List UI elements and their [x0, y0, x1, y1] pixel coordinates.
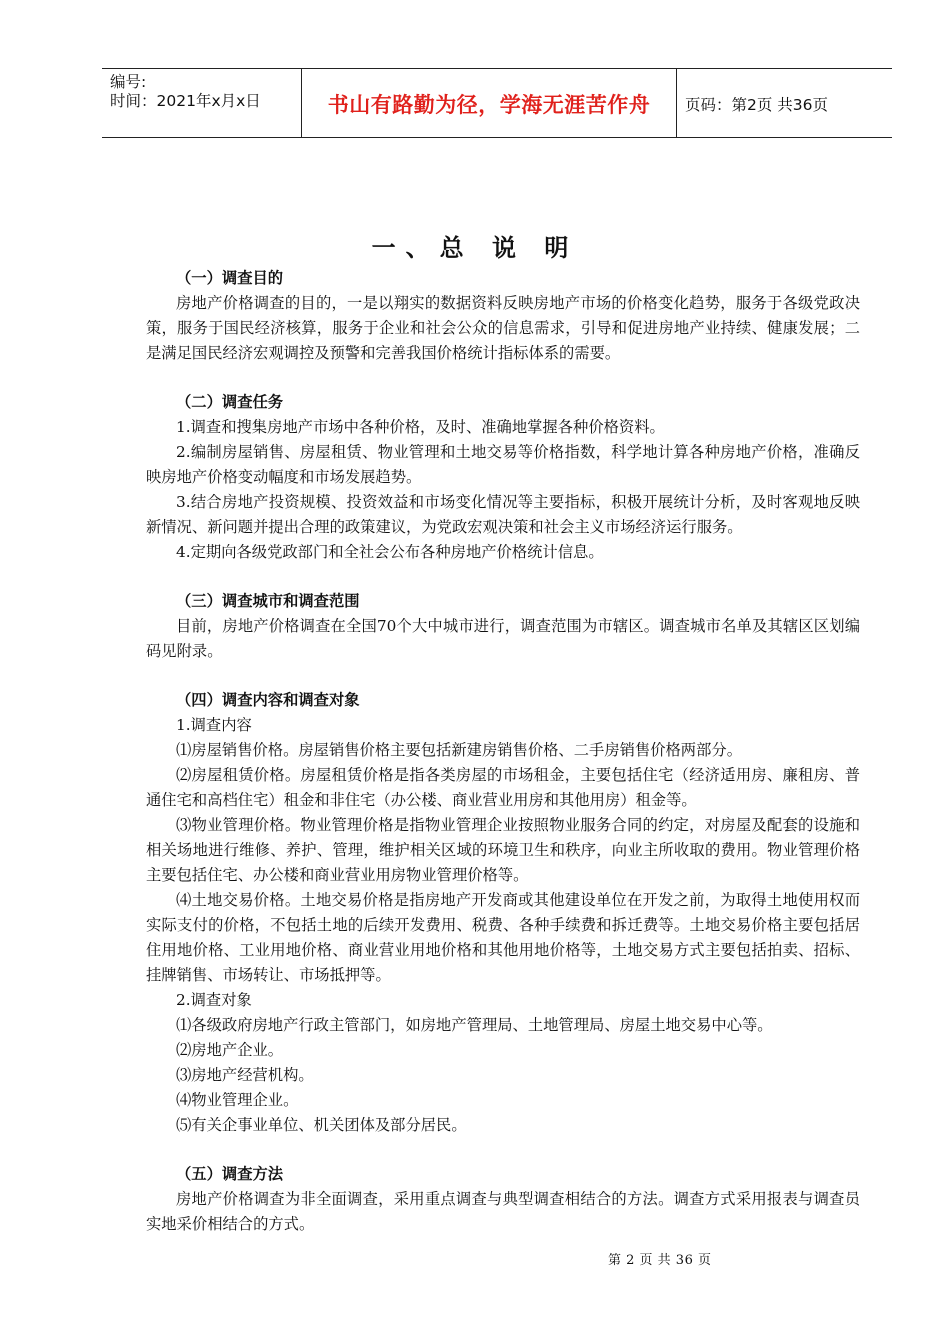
- section-heading: （三）调查城市和调查范围: [176, 592, 360, 610]
- paragraph: ⑶物业管理价格。物业管理价格是指物业管理企业按照物业服务合同的约定，对房屋及配套的设施和相关场地进行维修、养护、管理，维护相关区域的环境卫生和秩序，向业主所收取的费用。物业管理价格主要包括住宅、办公楼和商业营业用房物业管理价格等。: [146, 816, 860, 884]
- header-page-info: 页码：第2页 共36页: [685, 96, 829, 114]
- paragraph: 2.调查对象: [176, 991, 252, 1009]
- header-meta: [102, 69, 302, 137]
- document-body: [146, 266, 860, 1237]
- paragraph: 4.定期向各级党政部门和全社会公布各种房地产价格统计信息。: [176, 543, 604, 561]
- header-motto: 书山有路勤为径，学海无涯苦作舟: [302, 69, 677, 137]
- paragraph: 3.结合房地产投资规模、投资效益和市场变化情况等主要指标，积极开展统计分析，及时客观地反映新情况、新问题并提出合理的政策建议，为党政宏观决策和社会主义市场经济运行服务。: [146, 493, 860, 536]
- paragraph: ⑵房屋租赁价格。房屋租赁价格是指各类房屋的市场租金，主要包括住宅（经济适用房、廉租房、普通住宅和高档住宅）租金和非住宅（办公楼、商业营业用房和其他用房）租金等。: [146, 766, 860, 809]
- page-title: 一、总 说 明: [371, 234, 579, 262]
- time-label: 时间：2021年x月x日: [110, 92, 261, 110]
- paragraph: 房地产价格调查的目的，一是以翔实的数据资料反映房地产市场的价格变化趋势，服务于各级党政决策，服务于国民经济核算，服务于企业和社会公众的信息需求，引导和促进房地产业持续、健康发展；二是满足国民经济宏观调控及预警和完善我国价格统计指标体系的需要。: [146, 294, 860, 362]
- page-footer: 第 2 页 共 36 页: [608, 1253, 712, 1268]
- paragraph: ⑷物业管理企业。: [176, 1091, 299, 1109]
- number-label: 编号:: [110, 73, 147, 91]
- section-heading: （四）调查内容和调查对象: [176, 691, 360, 709]
- section-heading: （五）调查方法: [176, 1165, 284, 1183]
- paragraph: ⑶房地产经营机构。: [176, 1066, 314, 1084]
- paragraph: ⑵房地产企业。: [176, 1041, 284, 1059]
- page-header: [102, 68, 892, 138]
- paragraph: 1.调查内容: [176, 716, 252, 734]
- paragraph: 2.编制房屋销售、房屋租赁、物业管理和土地交易等价格指数，科学地计算各种房地产价格，准确反映房地产价格变动幅度和市场发展趋势。: [146, 443, 860, 486]
- paragraph: 房地产价格调查为非全面调查，采用重点调查与典型调查相结合的方法。调查方式采用报表与调查员实地采价相结合的方式。: [146, 1190, 860, 1233]
- paragraph: 1.调查和搜集房地产市场中各种价格，及时、准确地掌握各种价格资料。: [176, 418, 665, 436]
- section-heading: （二）调查任务: [176, 393, 284, 411]
- section-heading: （一）调查目的: [176, 269, 284, 287]
- paragraph: 目前，房地产价格调查在全国70个大中城市进行，调查范围为市辖区。调查城市名单及其辖区区划编码见附录。: [146, 617, 860, 660]
- paragraph: ⑷土地交易价格。土地交易价格是指房地产开发商或其他建设单位在开发之前，为取得土地使用权而实际支付的价格，不包括土地的后续开发费用、税费、各种手续费和拆迁费等。土地交易价格主要包括居住用地价格、工业用地价格、商业营业用地价格和其他用地价格等，土地交易方式主要包括拍卖、招标、挂牌销售、市场转让、市场抵押等。: [146, 891, 860, 984]
- paragraph: ⑴房屋销售价格。房屋销售价格主要包括新建房销售价格、二手房销售价格两部分。: [176, 741, 742, 759]
- paragraph: ⑴各级政府房地产行政主管部门，如房地产管理局、土地管理局、房屋土地交易中心等。: [176, 1016, 773, 1034]
- paragraph: ⑸有关企事业单位、机关团体及部分居民。: [176, 1116, 467, 1134]
